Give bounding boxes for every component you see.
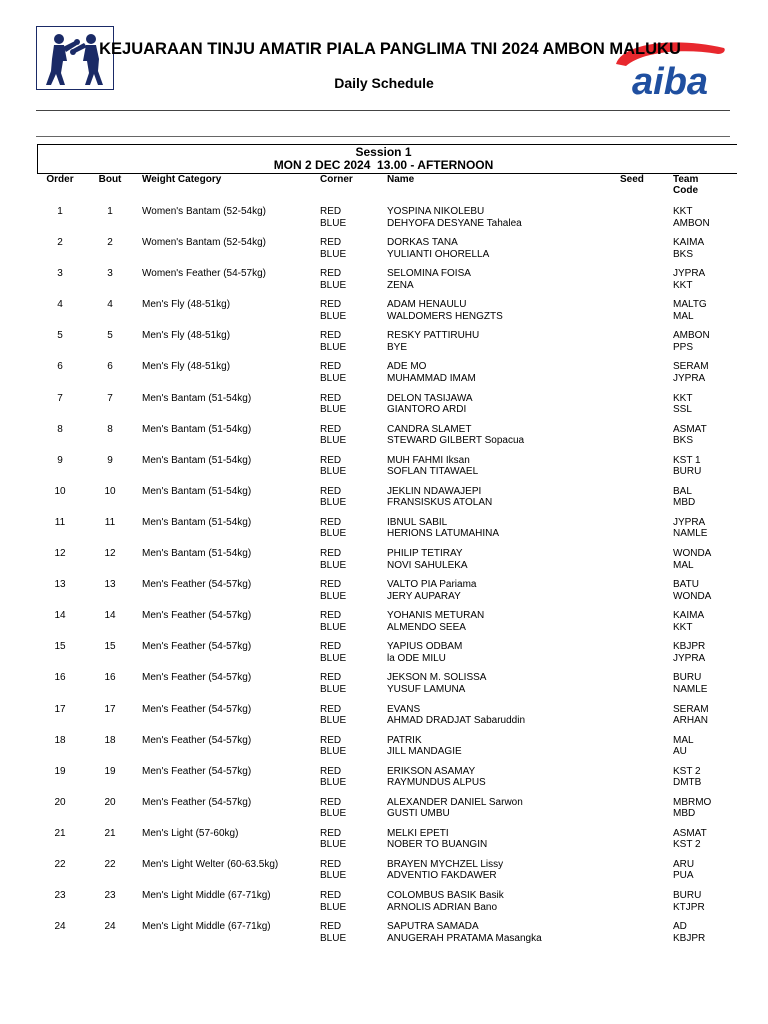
red-corner-name: COLOMBUS BASIK Basik [387, 890, 504, 902]
red-corner-name: DELON TASIJAWA [387, 392, 473, 404]
bout-number: 22 [104, 858, 116, 870]
blue-corner-name: WALDOMERS HENGZTS [387, 310, 503, 322]
bout-number: 1 [107, 206, 113, 217]
bout-order: 1 [57, 206, 63, 217]
bout-number: 13 [104, 579, 116, 591]
corner-blue-label: BLUE [320, 621, 347, 633]
bout-order: 18 [54, 734, 66, 746]
corner-blue-label: BLUE [320, 435, 347, 447]
table-row [0, 766, 768, 797]
bout-number: 20 [104, 796, 116, 808]
corner-red-label: RED [320, 672, 342, 684]
bout-order: 20 [54, 796, 66, 808]
weight-category: Men's Feather (54-57kg) [142, 641, 252, 653]
bout-number: 17 [104, 703, 116, 715]
blue-team-code: WONDA [673, 590, 712, 602]
red-corner-name: YAPIUS ODBAM [387, 641, 463, 653]
table-row [0, 704, 768, 735]
table-row [0, 610, 768, 641]
col-header-seed: Seed [620, 174, 644, 185]
bout-number: 6 [107, 361, 113, 373]
bout-number: 12 [104, 548, 116, 560]
red-team-code: KAIMA [673, 610, 705, 622]
page-title: KEJUARAAN TINJU AMATIR PIALA PANGLIMA TNI 2024 AMBON MALUKU [99, 40, 681, 58]
corner-red-label: RED [320, 921, 342, 933]
bout-number: 16 [104, 672, 116, 684]
blue-team-code: BURU [673, 466, 702, 478]
table-row [0, 393, 768, 424]
corner-blue-label: BLUE [320, 683, 347, 695]
col-header-corner: Corner [320, 174, 353, 185]
blue-team-code: KKT [673, 621, 693, 633]
weight-category: Men's Fly (48-51kg) [142, 330, 231, 342]
weight-category: Men's Bantam (51-54kg) [142, 423, 252, 435]
bout-order: 6 [57, 361, 63, 373]
bout-order: 23 [54, 890, 66, 902]
red-corner-name: SAPUTRA SAMADA [387, 921, 479, 933]
table-row [0, 455, 768, 486]
corner-red-label: RED [320, 765, 342, 777]
bout-order: 16 [54, 672, 66, 684]
red-team-code: KST 2 [673, 765, 701, 777]
red-corner-name: CANDRA SLAMET [387, 423, 472, 435]
weight-category: Women's Bantam (52-54kg) [142, 237, 266, 249]
bout-order: 15 [54, 641, 66, 653]
red-team-code: KAIMA [673, 237, 705, 249]
col-header-team: Team Code [673, 174, 699, 196]
red-team-code: KBJPR [673, 641, 706, 653]
bout-number: 18 [104, 734, 116, 746]
blue-team-code: KST 2 [673, 839, 701, 851]
corner-blue-label: BLUE [320, 808, 347, 820]
bout-order: 22 [54, 858, 66, 870]
blue-team-code: KBJPR [673, 932, 706, 944]
weight-category: Men's Feather (54-57kg) [142, 765, 252, 777]
weight-category: Men's Feather (54-57kg) [142, 672, 252, 684]
red-team-code: MAL [673, 734, 694, 746]
corner-red-label: RED [320, 330, 342, 342]
corner-red-label: RED [320, 548, 342, 560]
corner-red-label: RED [320, 454, 342, 466]
table-row [0, 797, 768, 828]
red-corner-name: ADAM HENAULU [387, 299, 467, 311]
bout-number: 10 [104, 485, 116, 497]
blue-corner-name: AHMAD DRADJAT Sabaruddin [387, 715, 526, 726]
bout-order: 8 [57, 423, 63, 435]
corner-blue-label: BLUE [320, 528, 347, 540]
table-row [0, 299, 768, 330]
blue-team-code: DMTB [673, 777, 702, 789]
table-row [0, 828, 768, 859]
blue-team-code: NAMLE [673, 683, 708, 695]
blue-corner-name: HERIONS LATUMAHINA [387, 528, 500, 540]
weight-category: Men's Feather (54-57kg) [142, 796, 252, 808]
corner-red-label: RED [320, 579, 342, 591]
red-team-code: BAL [673, 485, 692, 497]
bout-order: 11 [54, 516, 66, 528]
blue-corner-name: ANUGERAH PRATAMA Masangka [387, 932, 542, 944]
corner-red-label: RED [320, 299, 342, 311]
blue-team-code: JYPRA [673, 372, 706, 384]
corner-blue-label: BLUE [320, 901, 347, 913]
corner-red-label: RED [320, 268, 342, 280]
corner-red-label: RED [320, 392, 342, 404]
blue-corner-name: FRANSISKUS ATOLAN [387, 497, 493, 509]
table-row [0, 735, 768, 766]
blue-team-code: AMBON [673, 217, 710, 229]
corner-red-label: RED [320, 827, 342, 839]
table-row [0, 268, 768, 299]
bout-order: 21 [54, 827, 66, 839]
bout-number: 19 [104, 765, 116, 777]
corner-red-label: RED [320, 361, 342, 373]
red-corner-name: BRAYEN MYCHZEL Lissy [387, 858, 504, 870]
red-corner-name: MELKI EPETI [387, 827, 449, 839]
corner-blue-label: BLUE [320, 870, 347, 882]
corner-blue-label: BLUE [320, 777, 347, 789]
blue-team-code: ARHAN [673, 715, 709, 726]
table-row [0, 859, 768, 890]
blue-corner-name: ARNOLIS ADRIAN Bano [387, 901, 498, 913]
bout-number: 14 [104, 610, 116, 622]
red-corner-name: ALEXANDER DANIEL Sarwon [387, 796, 523, 808]
bout-number: 23 [104, 890, 116, 902]
red-team-code: SERAM [673, 361, 709, 373]
red-corner-name: EVANS [387, 703, 421, 715]
svg-text:aiba: aiba [632, 61, 709, 102]
bout-number: 4 [107, 299, 113, 311]
bout-number: 24 [104, 921, 116, 933]
red-corner-name: ERIKSON ASAMAY [387, 765, 476, 777]
bout-order: 24 [54, 921, 66, 933]
weight-category: Men's Bantam (51-54kg) [142, 454, 252, 466]
table-row [0, 641, 768, 672]
blue-team-code: MBD [673, 497, 696, 509]
weight-category: Men's Fly (48-51kg) [142, 299, 231, 311]
corner-red-label: RED [320, 796, 342, 808]
red-team-code: BURU [673, 672, 702, 684]
blue-team-code: MAL [673, 559, 694, 571]
blue-team-code: PUA [673, 870, 694, 882]
bout-order: 12 [54, 548, 66, 560]
red-team-code: SERAM [673, 703, 709, 715]
blue-team-code: NAMLE [673, 528, 708, 540]
header-divider [36, 110, 730, 111]
table-row [0, 237, 768, 268]
bout-order: 9 [57, 454, 63, 466]
bout-number: 11 [104, 516, 116, 528]
table-row [0, 579, 768, 610]
bout-number: 8 [107, 423, 113, 435]
table-row [0, 486, 768, 517]
corner-red-label: RED [320, 485, 342, 497]
col-header-weight: Weight Category [142, 174, 222, 185]
bout-number: 3 [107, 268, 113, 280]
schedule-table [0, 206, 768, 952]
blue-corner-name: MUHAMMAD IMAM [387, 372, 476, 384]
table-row [0, 361, 768, 392]
weight-category: Men's Feather (54-57kg) [142, 579, 252, 591]
bout-order: 17 [54, 703, 66, 715]
corner-blue-label: BLUE [320, 652, 347, 664]
weight-category: Men's Bantam (51-54kg) [142, 548, 252, 560]
blue-corner-name: JERY AUPARAY [387, 590, 461, 602]
blue-corner-name: GIANTORO ARDI [387, 404, 467, 416]
weight-category: Men's Bantam (51-54kg) [142, 516, 252, 528]
blue-corner-name: BYE [387, 341, 408, 353]
bout-order: 4 [57, 299, 63, 311]
blue-corner-name: NOVI SAHULEKA [387, 559, 468, 571]
red-corner-name: PATRIK [387, 734, 422, 746]
corner-blue-label: BLUE [320, 559, 347, 571]
blue-team-code: AU [673, 746, 687, 758]
blue-corner-name: GUSTI UMBU [387, 808, 450, 820]
weight-category: Men's Light (57-60kg) [142, 827, 239, 839]
weight-category: Women's Feather (54-57kg) [142, 268, 266, 280]
corner-blue-label: BLUE [320, 372, 347, 384]
bout-order: 3 [57, 268, 63, 280]
red-corner-name: MUH FAHMI Iksan [387, 454, 470, 466]
weight-category: Men's Light Middle (67-71kg) [142, 890, 271, 902]
corner-red-label: RED [320, 610, 342, 622]
red-team-code: ASMAT [673, 423, 707, 435]
red-team-code: BURU [673, 890, 702, 902]
red-team-code: KKT [673, 392, 693, 404]
red-team-code: ASMAT [673, 827, 707, 839]
red-team-code: AMBON [673, 330, 710, 342]
weight-category: Men's Feather (54-57kg) [142, 734, 252, 746]
blue-corner-name: SOFLAN TITAWAEL [387, 466, 479, 478]
table-row [0, 424, 768, 455]
bout-number: 15 [104, 641, 116, 653]
red-corner-name: JEKSON M. SOLISSA [387, 672, 487, 684]
blue-corner-name: YULIANTI OHORELLA [387, 248, 490, 260]
blue-corner-name: YUSUF LAMUNA [387, 683, 466, 695]
red-team-code: KST 1 [673, 454, 701, 466]
table-row [0, 921, 768, 952]
blue-corner-name: DEHYOFA DESYANE Tahalea [387, 217, 522, 229]
blue-team-code: MBD [673, 808, 696, 820]
red-team-code: KKT [673, 206, 693, 217]
corner-red-label: RED [320, 206, 342, 217]
corner-blue-label: BLUE [320, 590, 347, 602]
corner-blue-label: BLUE [320, 746, 347, 758]
bout-order: 5 [57, 330, 63, 342]
red-corner-name: IBNUL SABIL [387, 516, 448, 528]
blue-team-code: BKS [673, 435, 694, 447]
weight-category: Men's Bantam (51-54kg) [142, 485, 252, 497]
section-divider [36, 136, 730, 137]
weight-category: Men's Feather (54-57kg) [142, 610, 252, 622]
col-header-order: Order [46, 174, 74, 185]
weight-category: Men's Bantam (51-54kg) [142, 392, 252, 404]
bout-number: 7 [107, 392, 113, 404]
red-corner-name: YOSPINA NIKOLEBU [387, 206, 485, 217]
corner-blue-label: BLUE [320, 217, 347, 229]
red-team-code: ARU [673, 858, 695, 870]
red-corner-name: RESKY PATTIRUHU [387, 330, 480, 342]
corner-red-label: RED [320, 516, 342, 528]
corner-red-label: RED [320, 734, 342, 746]
bout-order: 7 [57, 392, 63, 404]
red-corner-name: SELOMINA FOISA [387, 268, 471, 280]
corner-red-label: RED [320, 890, 342, 902]
red-team-code: JYPRA [673, 516, 706, 528]
bout-order: 13 [54, 579, 66, 591]
weight-category: Men's Light Middle (67-71kg) [142, 921, 271, 933]
corner-red-label: RED [320, 423, 342, 435]
blue-corner-name: ZENA [387, 279, 414, 291]
blue-corner-name: ADVENTIO FAKDAWER [387, 870, 497, 882]
weight-category: Women's Bantam (52-54kg) [142, 206, 266, 217]
red-team-code: AD [673, 921, 687, 933]
blue-team-code: KKT [673, 279, 693, 291]
blue-corner-name: NOBER TO BUANGIN [387, 839, 488, 851]
corner-red-label: RED [320, 858, 342, 870]
bout-number: 5 [107, 330, 113, 342]
red-team-code: MALTG [673, 299, 707, 311]
corner-blue-label: BLUE [320, 279, 347, 291]
session-date: MON 2 DEC 2024 13.00 - AFTERNOON [273, 158, 494, 172]
bout-order: 2 [57, 237, 63, 249]
red-team-code: JYPRA [673, 268, 706, 280]
blue-team-code: MAL [673, 310, 694, 322]
red-team-code: BATU [673, 579, 699, 591]
bout-order: 14 [54, 610, 66, 622]
weight-category: Men's Fly (48-51kg) [142, 361, 231, 373]
corner-red-label: RED [320, 237, 342, 249]
col-header-name: Name [387, 174, 415, 185]
table-row [0, 548, 768, 579]
table-row [0, 890, 768, 921]
blue-team-code: JYPRA [673, 652, 706, 664]
table-row [0, 517, 768, 548]
red-corner-name: VALTO PIA Pariama [387, 579, 477, 591]
blue-team-code: PPS [673, 341, 694, 353]
blue-corner-name: la ODE MILU [387, 652, 446, 664]
corner-blue-label: BLUE [320, 932, 347, 944]
corner-blue-label: BLUE [320, 497, 347, 509]
blue-team-code: SSL [673, 404, 692, 416]
red-corner-name: ADE MO [387, 361, 427, 373]
blue-corner-name: JILL MANDAGIE [387, 746, 462, 758]
page-subtitle: Daily Schedule [334, 75, 434, 91]
weight-category: Men's Feather (54-57kg) [142, 703, 252, 715]
bout-number: 9 [107, 454, 113, 466]
corner-red-label: RED [320, 641, 342, 653]
red-team-code: MBRMO [673, 796, 712, 808]
col-header-bout: Bout [98, 174, 122, 185]
red-team-code: WONDA [673, 548, 712, 560]
corner-blue-label: BLUE [320, 248, 347, 260]
red-corner-name: YOHANIS METURAN [387, 610, 485, 622]
red-corner-name: JEKLIN NDAWAJEPI [387, 485, 482, 497]
red-corner-name: PHILIP TETIRAY [387, 548, 463, 560]
table-row [0, 330, 768, 361]
bout-number: 21 [104, 827, 116, 839]
corner-red-label: RED [320, 703, 342, 715]
session-title: Session 1 [355, 145, 412, 159]
table-row [0, 672, 768, 703]
corner-blue-label: BLUE [320, 341, 347, 353]
blue-corner-name: STEWARD GILBERT Sopacua [387, 435, 525, 447]
table-row [0, 206, 768, 237]
blue-corner-name: RAYMUNDUS ALPUS [387, 777, 486, 789]
blue-team-code: KTJPR [673, 901, 705, 913]
blue-corner-name: ALMENDO SEEA [387, 621, 466, 633]
bout-number: 2 [107, 237, 113, 249]
bout-order: 10 [54, 485, 66, 497]
corner-blue-label: BLUE [320, 466, 347, 478]
weight-category: Men's Light Welter (60-63.5kg) [142, 858, 279, 870]
corner-blue-label: BLUE [320, 310, 347, 322]
corner-blue-label: BLUE [320, 839, 347, 851]
bout-order: 19 [54, 765, 66, 777]
corner-blue-label: BLUE [320, 715, 347, 726]
blue-team-code: BKS [673, 248, 694, 260]
red-corner-name: DORKAS TANA [387, 237, 458, 249]
corner-blue-label: BLUE [320, 404, 347, 416]
